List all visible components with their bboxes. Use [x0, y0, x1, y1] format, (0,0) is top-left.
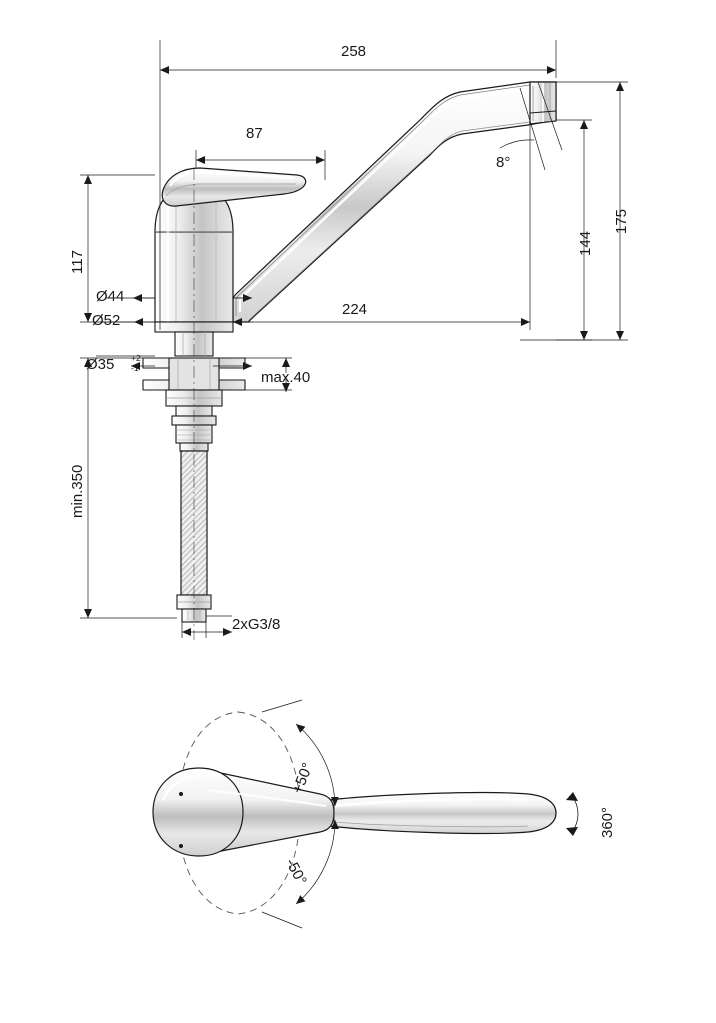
dim-117: 117: [69, 250, 86, 274]
dim-min-350: min.350: [69, 464, 86, 518]
tolerance-minus: -1: [131, 362, 139, 373]
dim-175: 175: [613, 208, 630, 234]
dim-224: 224: [342, 301, 368, 318]
dim-360: 360°: [599, 806, 616, 838]
dim-144: 144: [577, 230, 594, 256]
dim-plus-50: +50°: [289, 760, 317, 796]
dimension-lines-side: [80, 40, 628, 638]
dim-2xg38: 2xG3/8: [232, 616, 281, 633]
tap-top-view: [153, 712, 556, 914]
dim-d35-tolerance: [131, 354, 141, 374]
dim-max-40: max.40: [261, 369, 311, 386]
tolerance-plus: +2: [131, 353, 141, 363]
dim-258: 258: [341, 43, 367, 60]
dim-d44: Ø44: [96, 288, 125, 305]
spout-arm: [233, 82, 556, 322]
tap-side-elevation: [143, 82, 556, 640]
dim-d52: Ø52: [92, 312, 121, 329]
dim-minus-50: -50°: [281, 855, 310, 888]
dim-d35: Ø35: [86, 356, 115, 373]
mounting-shank: [143, 322, 245, 451]
dim-87: 87: [246, 125, 263, 142]
lever-handle: [162, 168, 305, 206]
dim-angle-8: 8°: [496, 154, 511, 171]
